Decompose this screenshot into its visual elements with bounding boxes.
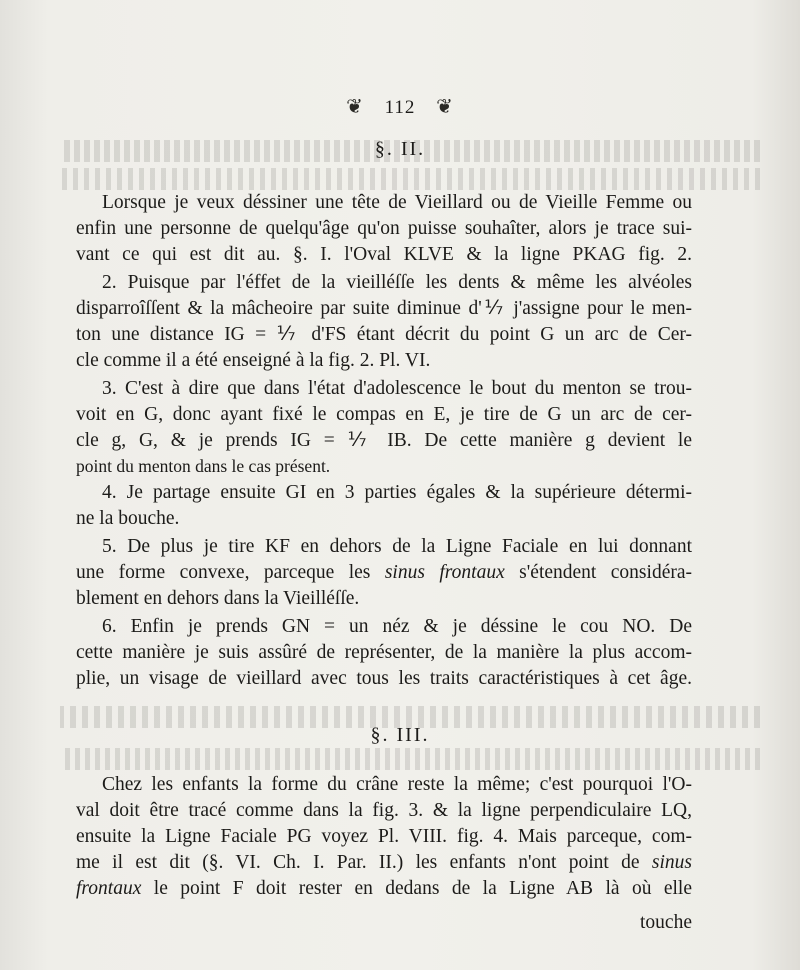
text-line: Lorsque je veux déssiner une tête de Vieillard ou de Vieille Femme ou <box>102 192 692 213</box>
text-line: enfin une personne de quelqu'âge qu'on puisse souhaîter, alors je trace sui- <box>76 218 692 239</box>
page-number: 112 <box>384 97 416 118</box>
text-line: blement en dehors dans la Vieilléſſe. <box>76 588 360 609</box>
text-run: une forme convexe, parceque les <box>76 562 385 583</box>
bleed-through <box>60 168 760 190</box>
text-line: val doit être tracé comme dans la fig. 3. & la ligne perpendiculaire LQ, <box>76 800 692 821</box>
text-line: 5. De plus je tire KF en dehors de la Ligne Faciale en lui donnant <box>102 536 692 557</box>
text-line: 4. Je partage ensuite GI en 3 parties égales & la supérieure détermi- <box>102 482 692 503</box>
text-line: cle comme il a été enseigné à la fig. 2. Pl. VI. <box>76 350 431 371</box>
text-line: 6. Enfin je prends GN = un néz & je déssine le cou NO. De <box>102 616 692 637</box>
running-header <box>0 94 800 119</box>
text-line: voit en G, donc ayant fixé le compas en E, je tire de G un arc de cer- <box>76 404 692 425</box>
text-line: 2. Puisque par l'éffet de la vieilléſſe les dents & même les alvéoles <box>102 272 692 293</box>
fleuron-left-icon: ❦ <box>346 94 364 118</box>
text-line: ensuite la Ligne Faciale PG voyez Pl. VIII. fig. 4. Mais parceque, com- <box>76 826 692 847</box>
text-line <box>76 877 692 901</box>
text-run: me il est dit (§. VI. Ch. I. Par. II.) les enfants n'ont point de <box>76 852 652 873</box>
italic-term: sinus frontaux <box>384 562 505 583</box>
italic-term: sinus <box>651 852 692 873</box>
text-run: s'étendent considéra- <box>504 562 692 583</box>
text-line: Chez les enfants la forme du crâne reste la même; c'est pourquoi l'O- <box>102 774 692 795</box>
text-run: le point F doit rester en dedans de la Ligne AB là où elle <box>141 878 692 899</box>
text-line: disparroîſſent & la mâcheoire par suite diminue d'⅐ j'assigne pour le men- <box>76 298 692 319</box>
text-line: 3. C'est à dire que dans l'état d'adolescence le bout du menton se trou- <box>102 378 692 399</box>
catchword: touche <box>640 912 692 933</box>
fleuron-right-icon: ❦ <box>436 94 454 118</box>
text-line: ne la bouche. <box>76 508 180 529</box>
bleed-through <box>60 748 760 770</box>
italic-term: frontaux <box>76 878 142 899</box>
section-heading-iii: §. III. <box>370 724 430 746</box>
text-line <box>76 561 692 585</box>
text-line: cette manière je suis assûré de représenter, de la manière la plus accom- <box>76 642 692 663</box>
text-line: cle g, G, & je prends IG = ⅐ IB. De cette manière g devient le <box>76 430 692 451</box>
text-line: plie, un visage de vieillard avec tous les traits caractéristiques à cet âge. <box>76 668 692 689</box>
text-line: point du menton dans le cas présent. <box>76 456 331 476</box>
section-heading-ii: §. II. <box>374 138 426 160</box>
text-line <box>76 851 692 875</box>
text-line: ton une distance IG = ⅐ d'FS étant décrit du point G un arc de Cer- <box>76 324 692 345</box>
text-line: vant ce qui est dit au. §. I. l'Oval KLVE & la ligne PKAG fig. 2. <box>76 244 692 265</box>
